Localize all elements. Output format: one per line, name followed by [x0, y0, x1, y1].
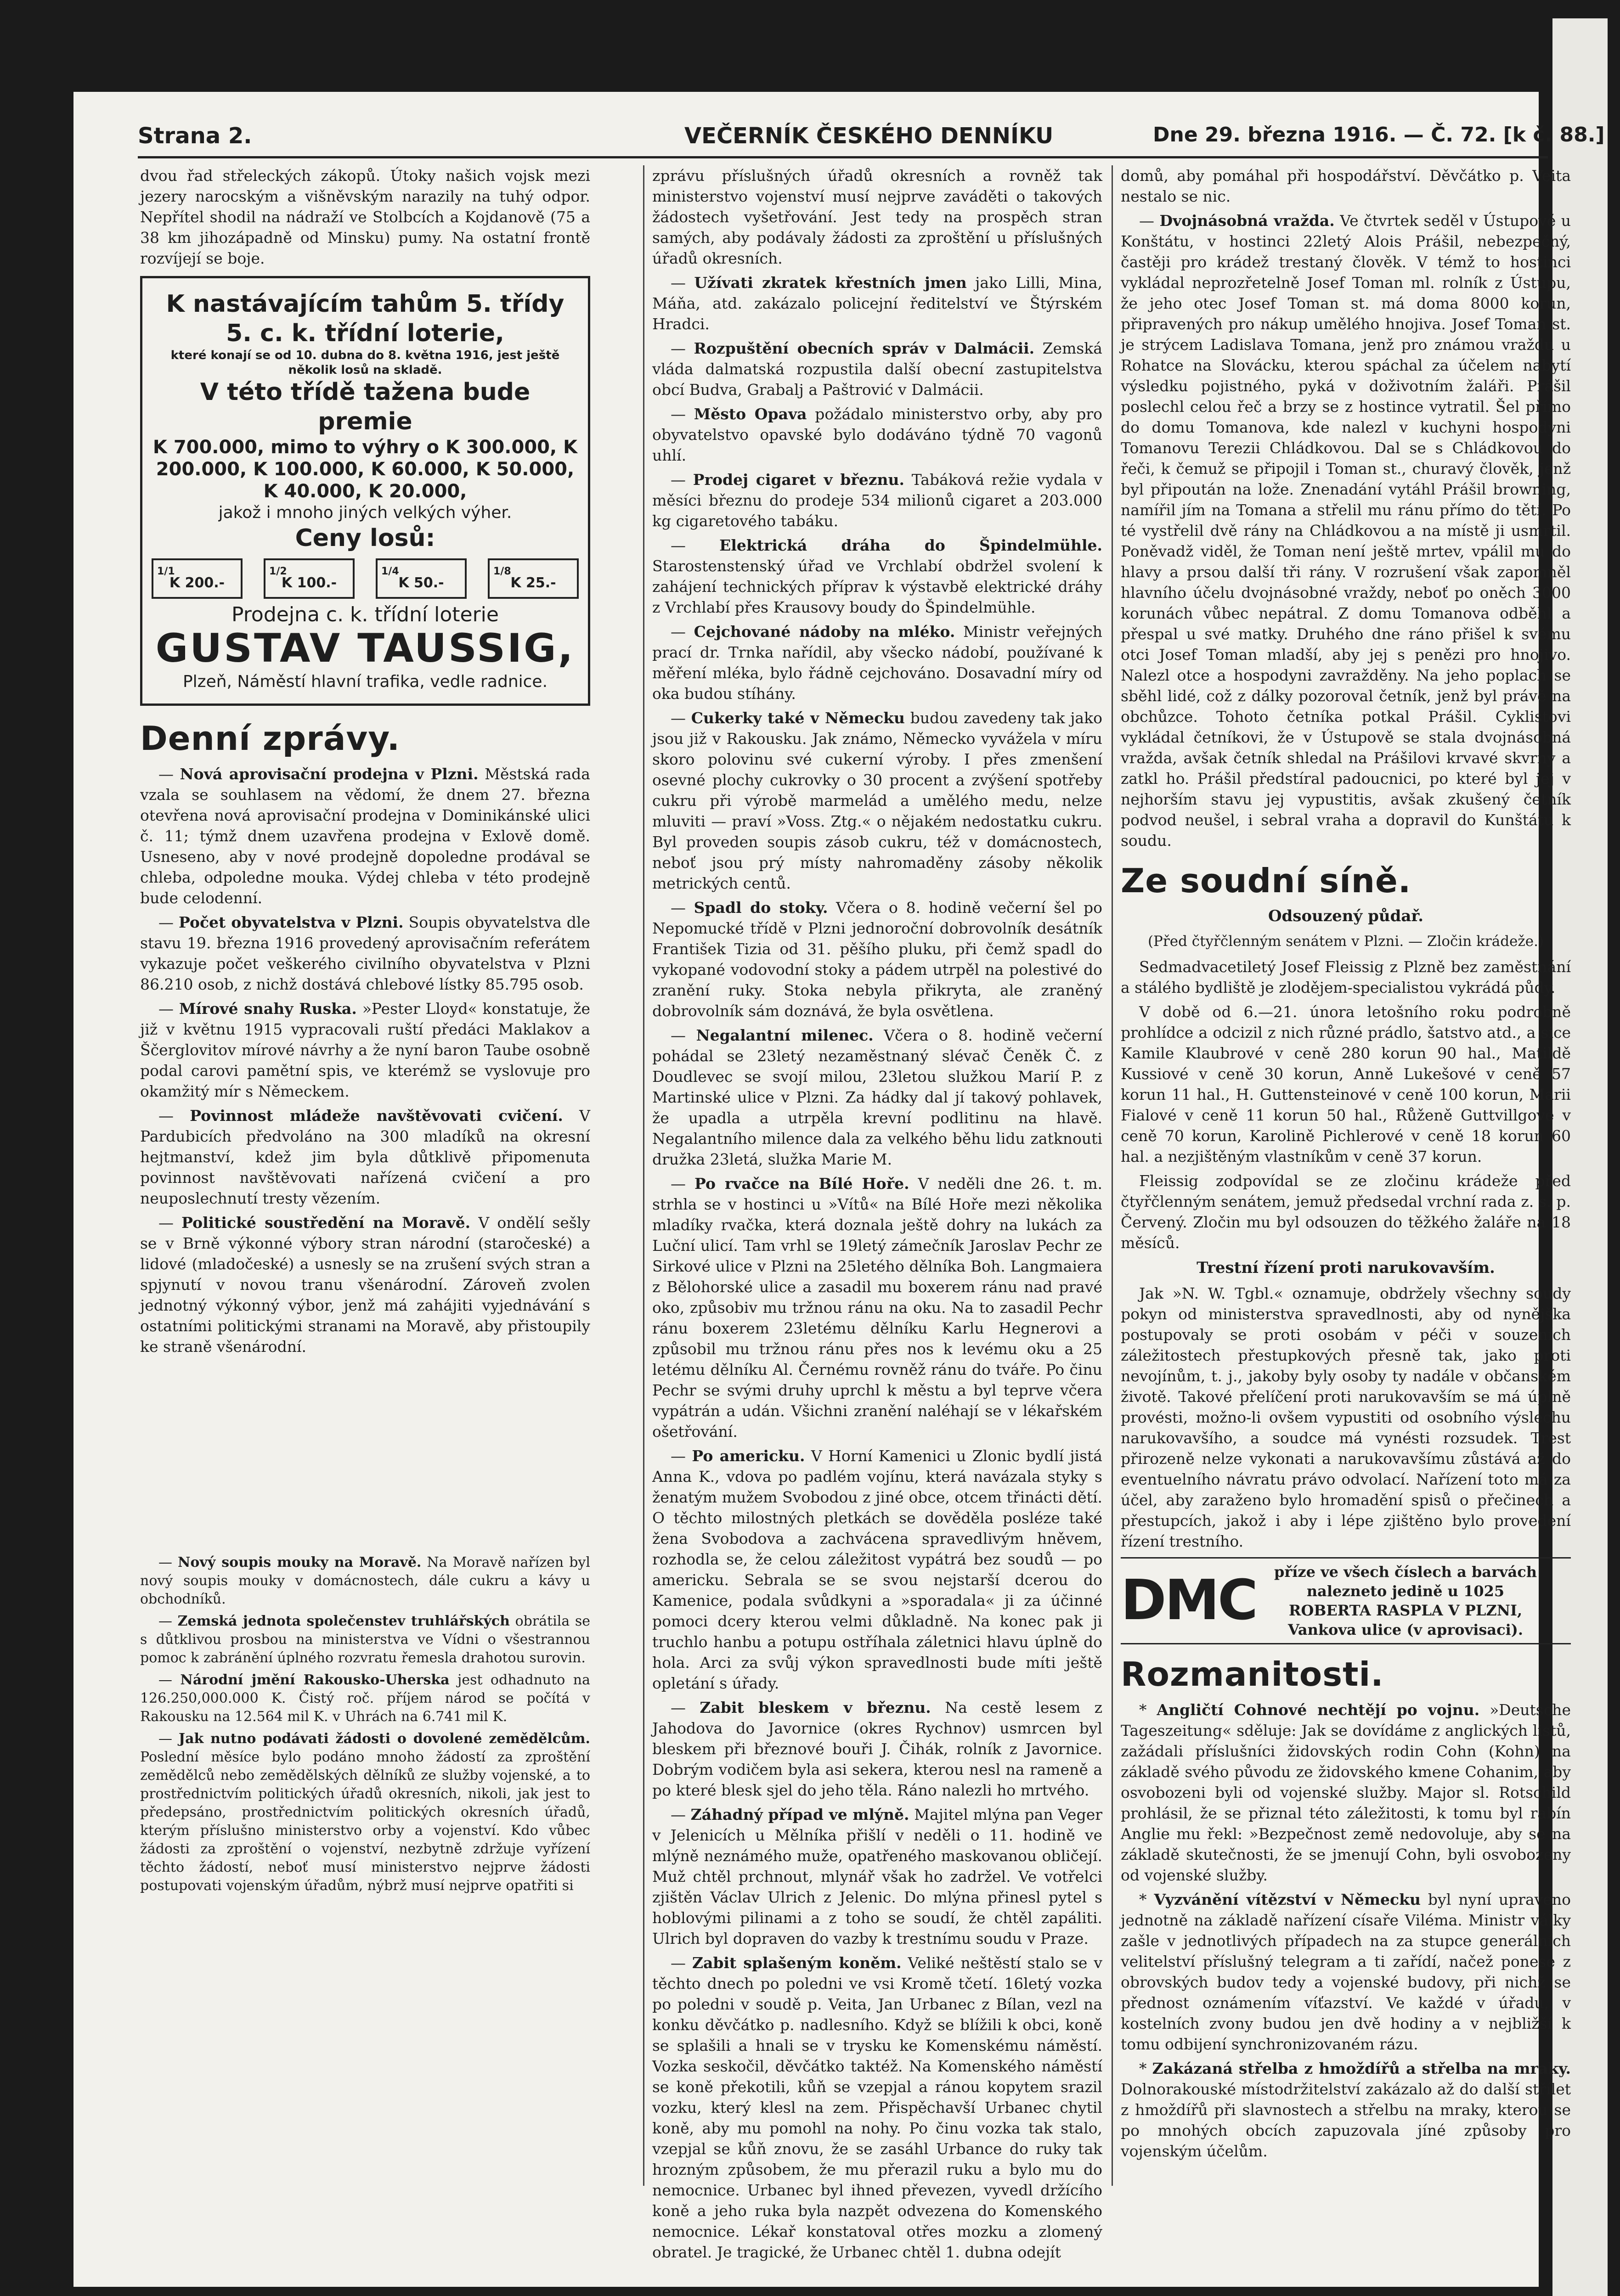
news-small-block [140, 1553, 590, 1895]
news-item: — Po americku. V Horní Kamenici u Zlonic bydlí jistá Anna K., vdova po padlém vojínu, která navázala styky s ženatým mužem Svobodou z jiné obce, otcem třinácti dětí. O těchto milostných pletkách se dověděla posléze také žena Svobodova a zachvácena spravedlivým hněvem, rozhodla se, že celou záležitost vypátrá bez soudů — po americku. Sebrala se se svou nejstarší dcerou do Kamenice, podala svůdkyni a »sporadala« ji za účinné pomoci dcery kterou velmi důkladně. Na konec pak ji truchlo hanbu a potupu ostříhala záletnici hlavu úplně do hola. Arci za svůj výkon spravedlnosti bude míti ještě opletání s úřady. [652, 1447, 1102, 1692]
news-item: — Dvojnásobná vražda. Ve čtvrtek seděl v Ústupově u Konštátu, v hostinci 22letý Alois Prášil, nebezpečný, častěji pro krádež trestaný člověk. V témž to hostinci vykládal neprozřetelně Josef Toman ml. rolník z Ústupu, že jeho otec Josef Toman st. má doma 8000 korun, připravených pro nákup umělého hnojiva. Josef Toman st. je strýcem Ladislava Tomana, jenž pro známou vraždu u Rohatce na Slovácku, kterou spáchal za účelem nabytí výsledku pojistného, pyká v doživotním žaláři. Prášil poslechl celou řeč a brzy se z hostince vytratil. Šel přímo do domu Tomanova, kde nalezl v kuchyni hospodyni Tomanovu Terezii Chládkovou. Dal se s Chládkovou do řeči, k čemuž se připojil i Toman st., churavý člověk, jenž byl připoután na lože. Znenadání vytáhl Prášil browning, namířil jím na Tomana a střelil mu ránu přímo do tětí. Po té vystřelil dvě rány na Chládkovou a na místě ji usmrtil. Poněvadž viděl, že Toman není ještě mrtev, vpálil mu do hlavy a prsou další tři rány. V rozrušení však zapomněl hlavního účelu dvojnásobné vraždy, neboť po oněch 3000 korunách vůbec nepátral. Z domu Tomanova odběhl a přespal u své matky. Druhého dne ráno přišel k svému otci Josef Toman mladší, aby jej s penězi pro hnojivo. Nalezl otce a hospodyni zavražděny. Na jeho poplach se sběhl lidé, což z dálky pozoroval četník, jenž byl právě na obchůzce. Tohoto četníka potkal Prášil. Cyklistovi vykládal četníkovi, že v Ústupově se stala dvojnásobná vražda, avšak četník shledal na Prášilovi krvavé skvrny a zatkl ho. Prášil předstíral padoucnici, po které byl jej v nejhorším stavu jej vypustitis, avšak zkušený četník podvod neušel, i sebral vraha a dopravil do Kunštátu k soudu. [1121, 212, 1571, 850]
article-continuation: domů, aby pomáhal při hospodářství. Děvčátko p. Veita nestalo se nic. [1121, 167, 1571, 205]
news-item: — Politické soustředění na Moravě. V ondělí sešly se v Brně výkonné výbory stran národní (staročeské) a lidové (mladočeské) a usnesly se na zrušení svých stran a spjynutí v novou tranu všenárodní. Zároveň zvolen jednotný výkonný výbor, jenž má zahájiti vyjednávání s ostatními politickými stranami na Moravě, aby přistoupily ke straně všenárodní. [140, 1214, 590, 1356]
article-continuation: dvou řad střeleckých zákopů. Útoky našich vojsk mezi jezery narocským a višněvským narazily na tuhý odpor. Nepřítel shodil na nádraží ve Stolbcích a Kojdanově (75 a 38 km jihozápadně od Minsku) pumy. Na ostatní frontě rozvíjejí se boje. [140, 167, 590, 267]
news-item: * Vyzvánění vítězství v Německu byl nyní upraveno jednotně na základě nařízení císaře Viléma. Ministr války zašle v jednotlivých případech na za stupce generálních velitelství příslušný telegram a ti zařídí, načež ponese z obrovských budov tedy a vojenské budovy, při nichž se přednost oznámením víťazství. Ve každé v úřadu, v kostelních zvony budou jen dvě hodiny a v nejbližší k tomu odbijení synchronizovaném rázu. [1121, 1891, 1571, 2053]
news-text: budou zavedeny tak jako jsou již v Rakousku. Jak známo, Německo vyvážela v míru skoro polovinu své cukerní výroby. I přes zmenšení osevné plochy cukrovky o 30 procent a zvýšení spotřeby cukru při výrobě marmelád a umělého medu, nelze mluviti — praví »Voss. Ztg.« o nějakém nedostatku cukru. Byl proveden soupis zásob cukru, též v domácnostech, neboť jsou prý místy nahromaděny zásoby několik metrických centů. [652, 709, 1102, 892]
column-middle [652, 165, 1103, 2261]
news-text: Ve čtvrtek seděl v Ústupově u Konštátu, v hostinci 22letý Alois Prášil, nebezpečný, častěji pro krádež trestaný člověk. V témž to hostinci vykládal neprozřetelně Josef Toman ml. rolník z Ústupu, že jeho otec Josef Toman st. má doma 8000 korun, připravených pro nákup umělého hnojiva. Josef Toman st. je strýcem Ladislava Tomana, jenž pro známou vraždu u Rohatce na Slovácku, kterou spáchal za účelem nabytí výsledku pojistného, pyká v doživotním žaláři. Prášil poslechl celou řeč a brzy se z hostince vytratil. Šel přímo do domu Tomanova, kde nalezl v kuchyni hospodyni Tomanovu Terezii Chládkovou. Dal se s Chládkovou do řeči, k čemuž se připojil i Toman st., churavý člověk, jenž byl připoután na lože. Znenadání vytáhl Prášil browning, namířil jím na Tomana a střelil mu ránu přímo do tětí. Po té vystřelil dvě rány na Chládkovou a na místě ji usmrtil. Poněvadž viděl, že Toman není ještě mrtev, vpálil mu do hlavy a prsou další tři rány. V rozrušení však zapomněl hlavního účelu dvojnásobné vraždy, neboť po oněch 3000 korunách vůbec nepátral. Z domu Tomanova odběhl a přespal u své matky. Druhého dne ráno přišel k svému otci Josef Toman mladší, aby jej s penězi pro hnojivo. Nalezl otce a hospodyni zavražděny. Na jeho poplach se sběhl lidé, což z dálky pozoroval četník, jenž byl právě na obchůzce. Tohoto četníka potkal Prášil. Cyklistovi vykládal četníkovi, že v Ústupově se stala dvojnásobná vražda, avšak četník shledal na Prášilovi krvavé skvrny a zatkl ho. Prášil předstíral padoucnici, po které byl jej v nejhorším stavu jej vypustitis, avšak zkušený četník podvod neušel, i sebral vraha a dopravil do Kunštátu k soudu. [1121, 212, 1571, 850]
trial-paragraph: Jak »N. W. Tgbl.« oznamuje, obdržely všechny soudy pokyn od ministerstva spravedlnosti, aby od nynějška postupovaly se proti osobám v péči v souzeních záležitostech přestupkových přesně tak, jako proti nevojínům, t. j., jakoby byly osoby ty nadále v občanském životě. Takové přelíčení proti narukovavším se má úplně provésti, možno-li ovšem vypustiti od osobního výslechu narukovavšího, a soudce má vynésti rozsudek. Trest přirozeně nelze vykonati a narukovavšímu zůstává až do eventuelního návratu právo odvolací. Nařízení toto má za účel, aby zaraženo bylo hromadění spisů o přečinech a přestupcích, jakož i aby i lépe zjištěno bylo provedení řízení trestního. [1121, 1284, 1571, 1550]
column-divider [643, 165, 644, 2186]
news-item: — Prodej cigaret v březnu. Tabáková režie vydala v měsíci březnu do prodeje 534 milionů cigaret a 203.000 kg cigaretového tabáku. [652, 471, 1102, 530]
news-headline: Elektrická dráha do Špindelmühle. [719, 536, 1102, 554]
ad-prizes: K 700.000, mimo to výhry o K 300.000, K 200.000, K 100.000, K 60.000, K 50.000, K 40.000, K 20.000, [152, 437, 578, 502]
news-text: Zemská vláda dalmatská rozpustila další obecní zastupitelstva obcí Budva, Grabalj a Paštrović v Dalmácii. [652, 339, 1102, 399]
news-item: — Zabit splašeným koněm. Veliké neštěstí stalo se v těchto dnech po poledni ve vsi Kromě tčetí. 16letý vozka po poledni v soudě p. Veita, Jan Urbanec z Bílan, vezl na konku děvčátko p. nadlesního. Když se blížili k obci, koně se splašili a hnali se v trysku ke Komenskému náměstí. Vozka seskočil, děvčátko taktéž. Na Komenského náměstí se koně překotili, kůň se vzepjal a ránou kopytem srazil vozku, který klesl na zem. Přispěchavší Urbanec chytil koně, aby mu pomohl na nohy. Po činu vozka tak stalo, vzepjal se kůň znovu, že se zasáhl Urbance do ruky tak hrozným způsobem, že mu přerazil ruku a bylo mu do nemocnice. Urbanec byl ihned převezen, vyvedl držícího koně a jeho ruka byla nazpět odvezena do Komenského nemocnice. Lékař konstatoval otřes mozku a zlomený obratel. Je tragické, že Urbanec chtěl 1. dubna odejít [652, 1954, 1102, 2261]
news-headline: Záhadný případ ve mlýně. [690, 1806, 909, 1823]
news-text: obrátila se s důtklivou prosbou na ministerstva ve Vídni o všestrannou pomoc k zabránění úplného rozvratu řemesla drahotou surovin. [140, 1613, 590, 1666]
issue-date: Dne 29. března 1916. — Č. 72. [k č. 88.] [1153, 123, 1605, 146]
court-headline: Odsouzený půdař. [1268, 907, 1424, 925]
news-headline: Cukerky také v Německu [691, 709, 905, 727]
news-text: Poslední měsíce bylo podáno mnoho žádostí za zproštění zemědělců nebo zemědělských dělníků ze služby vojenské, a to prostřednictvím politických úřadů okresních, nikoli, jak jest to předepsáno, prostřednictvím politických okresních úřadů, kterým příslušno ministerstvo orby a vojenství. Kdo vůbec žádosti za zproštění o vojenství, nezbytně zdržuje vyřízení těchto žádostí, neboť musí ministerstvo nejprve žádosti postupovati vojenským úřadům, nýbrž musí nejprve opatřiti si [140, 1749, 590, 1894]
news-item: — Negalantní milenec. Včera o 8. hodině večerní pohádal se 23letý nezaměstnaný slévač Čeněk Č. z Doudlevec se svojí milou, 23letou služkou Marií P. z Martinské ulice v Plzni. Za hádky dal jí takový pohlavek, že upadla a utrpěla krevní podlitinu na hlavě. Negalantního milence dala za velkého běhu lidu zatknouti družka 23letá, služka Marie M. [652, 1026, 1103, 1168]
news-item: — Elektrická dráha do Špindelmühle. Starostenstenský úřad ve Vrchlabí obdržel svolení k zahájení technických příprav k výstavbě elektrické dráhy z Vrchlabí přes Krausovy boudy do Špindelmühle. [652, 536, 1102, 616]
news-item: — Spadl do stoky. Včera o 8. hodině večerní šel po Nepomucké třídě v Plzni jednoroční dobrovolník desátník František Tizia od 31. pěšího pluku, při čemž spadl do vykopané vodovodní stoky a pádem utrpěl na polestivé do zranění ruky. Stoka nebyla přikryta, ale zraněný dobrovolník sám doznává, že byla osvětlena. [652, 899, 1102, 1020]
court-paragraph: Sedmadvacetiletý Josef Fleissig z Plzně bez zaměstnání a stálého bydliště je zlodějem-specialistou vykrádá půdy. [1121, 958, 1571, 996]
ticket-price-box [152, 558, 243, 599]
news-headline: Užívati zkratek křestních jmen [694, 274, 967, 292]
news-text: požádalo ministerstvo orby, aby pro obyvatelstvo opavské bylo dodáváno týdně 70 vagonů uhlí. [652, 405, 1102, 464]
section-title: Denní zprávy. [140, 719, 401, 758]
ad-shop-address: Plzeň, Náměstí hlavní trafika, vedle radnice. [182, 672, 548, 691]
news-text: V ondělí sešly se v Brně výkonné výbory stran národní (staročeské) a lidové (mladočeské) a usnesly se na zrušení svých stran a spjynutí v novou tranu všenárodní. Zároveň zvolen jednotný výkonný výbor, jenž má zahájiti vyjednávání s ostatními politickými stranami na Moravě, aby přistoupily ke straně všenárodní. [140, 1214, 590, 1356]
news-item: — Cukerky také v Německu budou zavedeny tak jako jsou již v Rakousku. Jak známo, Německo vyvážela v míru skoro polovinu své cukerní výroby. I přes zmenšení osevné plochy cukrovky o 30 procent a zvýšení spotřeby cukru při výrobě marmelád a umělého medu, nelze mluviti — praví »Voss. Ztg.« o nějakém nedostatku cukru. Byl proveden soupis zásob cukru, též v domácnostech, neboť jsou prý místy nahromaděny zásoby několik metrických centů. [652, 709, 1102, 892]
blank-space [140, 1361, 590, 1553]
court-paragraph: Fleissig zodpovídal se ze zločinu krádeže před čtyřčlenným senátem, jemuž předsedal vrchní rada z. s. p. Červený. Zločin mu byl odsouzen do těžkého žaláře na 18 měsíců. [1121, 1172, 1571, 1252]
dmc-text [1240, 1562, 1571, 1639]
ad-shop-line: Prodejna c. k. třídní loterie [231, 603, 499, 626]
ad-prices-title: Ceny losů: [295, 524, 435, 552]
news-text: Městská rada vzala se souhlasem na vědomí, že dnem 27. března otevřena nová aprovisační prodejna v Dominikánské ulici č. 11; týmž dnem uzavřena prodejna v Exlově domě. Usneseno, aby v nové prodejně dopoledne prodával se chleba, odpoledne mouka. Výdej chleba v této prodejně bude celodenní. [140, 765, 590, 907]
news-item: — Nový soupis mouky na Moravě. Na Moravě nařízen byl nový soupis mouky v domácnostech, dále cukru a kávy u obchodníků. [140, 1554, 590, 1607]
news-text: Včera o 8. hodině večerní pohádal se 23letý nezaměstnaný slévač Čeněk Č. z Doudlevec se svojí milou, 23letou služkou Marií P. z Martinské ulice v Plzni. Za hádky dal jí takový pohlavek, že upadla a utrpěla krevní podlitinu na hlavě. Negalantního milence dala za velkého běhu lidu zatknouti družka 23letá, služka Marie M. [652, 1026, 1103, 1168]
court-paragraph: V době od 6.—21. února letošního roku podrobně prohlídce a odcizil z nich různé prádlo, šatstvo atd., a sice Kamile Klaubrové v ceně 280 korun 90 hal., Matildě Kussiové v ceně 30 korun, Anně Lukešové v ceně 57 korun 11 hal., H. Guttensteinové v ceně 100 korun, Marii Fialové v ceně 11 korun 50 hal., Růženě Guttvillgové v ceně 70 korun, Karolině Pichlerové v ceně 18 korun 60 hal. a nezjištěným vlastníkům v ceně 37 korun. [1121, 1003, 1571, 1165]
trial-headline: Trestní řízení proti narukovavším. [1197, 1259, 1495, 1277]
news-headline: Cejchované nádoby na mléko. [694, 623, 955, 641]
news-text: jako Lilli, Mina, Máňa, atd. zakázalo policejní ředitelství ve Štýrském Hradci. [652, 274, 1102, 333]
news-text: Na Moravě nařízen byl nový soupis mouky v domácnostech, dále cukru a kávy u obchodníků. [140, 1554, 590, 1607]
news-headline: Počet obyvatelstva v Plzni. [179, 913, 404, 931]
news-text: Včera o 8. hodině večerní šel po Nepomucké třídě v Plzni jednoroční dobrovolník desátník František Tizia od 31. pěšího pluku, při čemž spadl do vykopané vodovodní stoky a pádem utrpěl na polestivé do zranění ruky. Stoka nebyla přikryta, ale zraněný dobrovolník sám doznává, že byla osvětlena. [652, 899, 1102, 1020]
news-text: Tabáková režie vydala v měsíci březnu do prodeje 534 milionů cigaret a 203.000 kg cigaretového tabáku. [652, 471, 1102, 530]
news-text: V Horní Kamenici u Zlonic bydlí jistá Anna K., vdova po padlém vojínu, která navázala styky s ženatým mužem Svobodou z jiné obce, otcem třinácti dětí. O těchto milostných pletkách se dověděla posléze také žena Svobodova a zachvácena spravedlivým hněvem, rozhodla se, že celou záležitost vypátrá bez soudů — po americku. Sebrala se se svou nejstarší dcerou do Kamenice, podala svůdkyni a »sporadala« ji za účinné pomoci dcery kterou velmi důkladně. Na konec pak ji truchlo hanbu a potupu ostříhala záletnici hlavu úplně do hola. Arci za svůj výkon spravedlnosti bude míti ještě opletání s úřady. [652, 1447, 1102, 1692]
news-headline: Zabit bleskem v březnu. [700, 1699, 931, 1716]
news-item: — Po rvačce na Bílé Hoře. V neděli dne 26. t. m. strhla se v hostinci u »Vítů« na Bílé Hoře mezi několika mladíky rvačka, která doznala ještě dohry na lukách za Luční ulicí. Tam vrhl se 19letý zámečník Jaroslav Pechr ze Sirkové ulice v Plzni na 25letého dělníka Boh. Langmaiera z Bělohorské ulice a zasadil mu boxerem ránu nad pravé oko, způsobiv mu tržnou ránu na oku. Na to zasadil Pechr ránu boxerem 23letému dělníku Karlu Hegnerovi a způsobil mu tržnou ránu přes nos k levému oku a 25 letému dělníku Al. Černému rovněž ránu do tváře. Po činu Pechr se svými druhy uprchl k městu a byl teprve včera vypátrán a udán. Všichni zranění naléhají se v lékařském ošetřování. [652, 1175, 1103, 1441]
article-continuation: zprávu příslušných úřadů okresních a rovněž tak ministerstvo vojenství musí nejprve zaváděti o takových žádostech vyšetřování. Jest tedy na prospěch stran samých, aby podávaly žádosti za zproštění u příslušných úřadů okresních. [652, 167, 1102, 267]
news-item: — Užívati zkratek křestních jmen jako Lilli, Mina, Máňa, atd. zakázalo policejní ředitelství ve Štýrském Hradci. [652, 274, 1102, 333]
ticket-fraction: 1/2 [269, 566, 287, 577]
ticket-price: K 25.- [510, 575, 556, 591]
news-headline: Zabit splašeným koněm. [692, 1954, 902, 1972]
ad-subheadline: 5. c. k. třídní loterie, [226, 320, 504, 347]
header-rule [138, 156, 1548, 158]
news-headline: Město Opava [694, 405, 807, 423]
news-item: — Povinnost mládeže navštěvovati cvičení. V Pardubicích předvoláno na 300 mladíků na okresní hejtmanství, kdež jim byla důtklivě připomenuta povinnost navštěvovati nařízená cvičení a pro neuposlechnutí tresty vězením. [140, 1107, 590, 1207]
news-text: Dolnorakouské místodržitelství zakázalo až do další střílet z hmoždířů při slavnostech a střelbu na mraky, kterou se po mnohých obcích zapuzovala jíné způsoby pro vojenským účelům. [1121, 2080, 1571, 2160]
lottery-advertisement [140, 276, 590, 706]
news-item: — Mírové snahy Ruska. »Pester Lloyd« konstatuje, že již v květnu 1915 vypracovali ruští předáci Maklakov a Ščerglovitov mírové návrhy a že nyní baron Taube osobně podal carovi pamětní spis, ve kterémž se vyslovuje pro okamžitý mír s Německem. [140, 1000, 591, 1100]
news-headline: Národní jmění Rakousko-Uherska [180, 1672, 450, 1688]
column-left [140, 165, 590, 2195]
news-headline: Povinnost mládeže navštěvovati cvičení. [190, 1107, 563, 1125]
news-text: Veliké neštěstí stalo se v těchto dnech po poledni ve vsi Kromě tčetí. 16letý vozka po poledni v soudě p. Veita, Jan Urbanec z Bílan, vezl na konku děvčátko p. nadlesního. Když se blížili k obci, koně se splašili a hnali se v trysku ke Komenskému náměstí. Vozka seskočil, děvčátko taktéž. Na Komenského náměstí se koně překotili, kůň se vzepjal a ránou kopytem srazil vozku, který klesl na zem. Přispěchavší Urbanec chytil koně, aby mu pomohl na nohy. Po činu vozka tak stalo, vzepjal se kůň znovu, že se zasáhl Urbance do ruky tak hrozným způsobem, že mu přerazil ruku a bylo mu do nemocnice. Urbanec byl ihned převezen, vyvedl držícího koně a jeho ruka byla nazpět odvezena do Komenského nemocnice. Lékař konstatoval otřes mozku a zlomený obratel. Je tragické, že Urbanec chtěl 1. dubna odejít [652, 1954, 1102, 2261]
news-headline: Rozpuštění obecních správ v Dalmácii. [694, 339, 1035, 357]
newspaper-title: VEČERNÍK ČESKÉHO DENNÍKU [684, 123, 1054, 149]
news-headline: Nová aprovisační prodejna v Plzni. [180, 765, 479, 783]
news-item: — Nová aprovisační prodejna v Plzni. Městská rada vzala se souhlasem na vědomí, že dnem 27. března otevřena nová aprovisační prodejna v Dominikánské ulici č. 11; týmž dnem uzavřena prodejna v Exlově domě. Usneseno, aby v nové prodejně dopoledne prodával se chleba, odpoledne mouka. Výdej chleba v této prodejně bude celodenní. [140, 765, 590, 907]
news-headline: Politické soustředění na Moravě. [181, 1214, 471, 1232]
news-text: V Pardubicích předvoláno na 300 mladíků na okresní hejtmanství, kdež jim byla důtklivě připomenuta povinnost navštěvovati nařízená cvičení a pro neuposlechnutí tresty vězením. [140, 1107, 590, 1207]
column-right [1121, 165, 1571, 2195]
news-text: Na cestě lesem z Jahodova do Javornice (okres Rychnov) usmrcen byl bleskem při březnové bouři J. Čihák, rolník z Javornice. Dobrým vodičem byla asi sekera, kterou nesl na rameně a po které blesk sjel do jeho těla. Ráno nalezli ho mrtvého. [652, 1699, 1102, 1799]
news-item: — Počet obyvatelstva v Plzni. Soupis obyvatelstva dle stavu 19. března 1916 provedený aprovisačním referátem vykazuje počet veškerého civilního obyvatelstva v Plzni 86.210 osob, z nichž dostává chlebové lístky 85.795 osob. [140, 913, 590, 993]
dmc-line: příze ve všech číslech a barvách [1274, 1563, 1537, 1581]
news-text: »Deutsche Tageszeitung« sděluje: Jak se dovídáme z anglických listů, zažádali příslušníci židovských rodin Cohn (Kohn) na základě svého původu ze židovského kmene Cohanim, aby osvobozeni byli od vojenské služby. Major sl. Rotschild prohlásil, že se přiznal této záležitosti, k tomu byl rabín Anglie mu řekl: »Bezpečnost země nedovoluje, aby se na základě skutečnosti, že se jmenují Cohn, byli osvobozeny od vojenské služby. [1121, 1701, 1571, 1884]
news-headline: Vyzvánění vítězství v Německu [1154, 1891, 1421, 1908]
dmc-line: nalezneto jedině u 1025 [1306, 1582, 1505, 1600]
news-item: — Zemská jednota společenstev truhlářských obrátila se s důtklivou prosbou na ministerstva ve Vídni o všestrannou pomoc k zabránění úplného rozvratu řemesla drahotou surovin. [140, 1613, 590, 1666]
column-divider [1112, 165, 1113, 2186]
news-headline: Dvojnásobná vražda. [1159, 212, 1335, 230]
ad-dates: které konají se od 10. dubna do 8. května 1916, jest ještě několik losů na skladě. [170, 349, 560, 377]
news-item: — Rozpuštění obecních správ v Dalmácii. Zemská vláda dalmatská rozpustila další obecní zastupitelstva obcí Budva, Grabalj a Paštrović v Dalmácii. [652, 339, 1102, 399]
news-item: — Cejchované nádoby na mléko. Ministr veřejných prací dr. Trnka nařídil, aby všecko nádobí, používané k měření mléka, bylo řádně cejchováno. Dosavadní míry od oka budou stíhány. [652, 623, 1102, 703]
dmc-advertisement [1121, 1557, 1571, 1644]
news-text: Ministr veřejných prací dr. Trnka nařídil, aby všecko nádobí, používané k měření mléka, bylo řádně cejchováno. Dosavadní míry od oka budou stíhány. [652, 623, 1102, 703]
news-text: Majitel mlýna pan Veger v Jelenicích u Mělníka přišlí v neděli o 11. hodině ve mlýně neznámého muže, opatřeného maskovanou obličejí. Muž chtěl prchnout, mlynář však ho zadržel. Ve votřelci zjištěn Václav Ulrich z Jelenic. Do mlýna přinesl pytel s hoblovými pilinami a z toho se soudí, že chtěl zapáliti. Ulrich byl dopraven do vazby k trestnímu soudu v Praze. [652, 1806, 1103, 1947]
dmc-line: Vankova ulice (v aprovisaci). [1287, 1621, 1524, 1638]
news-text: Starostenstenský úřad ve Vrchlabí obdržel svolení k zahájení technických příprav k výstavbě elektrické dráhy z Vrchlabí přes Krausovy boudy do Špindelmühle. [652, 557, 1102, 616]
news-item: — Jak nutno podávati žádosti o dovolené zemědělcům. Poslední měsíce bylo podáno mnoho žádostí za zproštění zemědělců nebo zemědělských dělníků ze služby vojenské, a to prostřednictvím politických úřadů okresních, nikoli, jak jest to předepsáno, prostřednictvím politických okresních úřadů, kterým příslušno ministerstvo orby a vojenství. Kdo vůbec žádosti za zproštění o vojenství, nezbytně zdržuje vyřízení těchto žádostí, neboť musí ministerstvo nejprve žádosti postupovati vojenským úřadům, nýbrž musí nejprve opatřiti si [140, 1731, 590, 1894]
news-headline: Jak nutno podávati žádosti o dovolené zemědělcům. [178, 1731, 590, 1747]
news-headline: Zakázaná střelba z hmoždířů a střelba na mraky. [1152, 2060, 1571, 2077]
news-headline: Po americku. [692, 1447, 805, 1465]
news-text: Soupis obyvatelstva dle stavu 19. března 1916 provedený aprovisačním referátem vykazuje počet veškerého civilního obyvatelstva v Plzni 86.210 osob, z nichž dostává chlebové lístky 85.795 osob. [140, 913, 590, 993]
news-headline: Zemská jednota společenstev truhlářských [177, 1613, 510, 1629]
news-headline: Mírové snahy Ruska. [179, 1000, 357, 1018]
ticket-fraction: 1/4 [381, 566, 399, 577]
news-headline: Po rvačce na Bílé Hoře. [694, 1175, 909, 1193]
news-text: jest odhadnuto na 126.250,000.000 K. Čistý roč. příjem národ se počítá v Rakousku na 12.564 mil K. v Uhrách na 6.741 mil K. [140, 1672, 590, 1725]
dmc-line: ROBERTA RASPLA V PLZNI, [1288, 1602, 1523, 1619]
dmc-logo: DMC [1121, 1569, 1257, 1632]
ticket-fraction: 1/8 [493, 566, 511, 577]
ticket-prices [152, 558, 579, 599]
news-headline: Angličtí Cohnové nechtějí po vojnu. [1157, 1701, 1480, 1719]
ticket-price: K 200.- [169, 575, 225, 591]
ad-headline: K nastávajícím tahům 5. třídy [166, 290, 564, 318]
news-headline: Negalantní milenec. [696, 1026, 874, 1044]
ticket-fraction: 1/1 [157, 566, 175, 577]
news-headline: Prodej cigaret v březnu. [693, 471, 904, 489]
page-number: Strana 2. [138, 123, 252, 149]
section-title: Rozmanitosti. [1121, 1655, 1384, 1694]
ticket-price: K 100.- [281, 575, 337, 591]
page-header [138, 123, 1605, 155]
news-headline: Nový soupis mouky na Moravě. [178, 1554, 422, 1570]
ad-more-prizes: jakož i mnoho jiných velkých výher. [218, 503, 512, 522]
news-item: * Zakázaná střelba z hmoždířů a střelba na mraky. Dolnorakouské místodržitelství zakázalo až do další střílet z hmoždířů při slavnostech a střelbu na mraky, kterou se po mnohých obcích zapuzovala jíné způsoby pro vojenským účelům. [1121, 2060, 1571, 2160]
news-item: — Zabit bleskem v březnu. Na cestě lesem z Jahodova do Javornice (okres Rychnov) usmrcen byl bleskem při březnové bouři J. Čihák, rolník z Javornice. Dobrým vodičem byla asi sekera, kterou nesl na rameně a po které blesk sjel do jeho těla. Ráno nalezli ho mrtvého. [652, 1699, 1102, 1799]
ticket-price-box [264, 558, 355, 599]
news-headline: Spadl do stoky. [694, 899, 828, 917]
ad-premium-title: V této třídě tažena bude premie [200, 378, 531, 435]
news-text: byl nyní upraveno jednotně na základě nařízení císaře Viléma. Ministr války zašle v jednotlivých případech na za stupce generálních velitelství příslušný telegram a ti zařídí, načež ponese z obrovských budov tedy a vojenské budovy, při nichž se přednost oznámením víťazství. Ve každé v úřadu, v kostelních zvony budou jen dvě hodiny a v nejbližší k tomu odbijení synchronizovaném rázu. [1121, 1891, 1571, 2053]
ticket-price: K 50.- [398, 575, 444, 591]
news-text: »Pester Lloyd« konstatuje, že již v květnu 1915 vypracovali ruští předáci Maklakov a Ščerglovitov mírové návrhy a že nyní baron Taube osobně podal carovi pamětní spis, ve kterémž se vyslovuje pro okamžitý mír s Německem. [140, 1000, 591, 1100]
ad-shop-name: GUSTAV TAUSSIG, [155, 625, 575, 671]
ticket-price-box [488, 558, 579, 599]
section-title: Ze soudní síně. [1121, 861, 1411, 900]
news-item: * Angličtí Cohnové nechtějí po vojnu. »Deutsche Tageszeitung« sděluje: Jak se dovídáme z anglických listů, zažádali příslušníci židovských rodin Cohn (Kohn) na základě svého původu ze židovského kmene Cohanim, aby osvobozeni byli od vojenské služby. Major sl. Rotschild prohlásil, že se přiznal této záležitosti, k tomu byl rabín Anglie mu řekl: »Bezpečnost země nedovoluje, aby se na základě skutečnosti, že se jmenují Cohn, byli osvobozeny od vojenské služby. [1121, 1701, 1571, 1884]
news-item: — Město Opava požádalo ministerstvo orby, aby pro obyvatelstvo opavské bylo dodáváno týdně 70 vagonů uhlí. [652, 405, 1102, 464]
news-item: — Národní jmění Rakousko-Uherska jest odhadnuto na 126.250,000.000 K. Čistý roč. příjem národ se počítá v Rakousku na 12.564 mil K. v Uhrách na 6.741 mil K. [140, 1672, 590, 1725]
news-item: — Záhadný případ ve mlýně. Majitel mlýna pan Veger v Jelenicích u Mělníka přišlí v neděli o 11. hodině ve mlýně neznámého muže, opatřeného maskovanou obličejí. Muž chtěl prchnout, mlynář však ho zadržel. Ve votřelci zjištěn Václav Ulrich z Jelenic. Do mlýna přinesl pytel s hoblovými pilinami a z toho se soudí, že chtěl zapáliti. Ulrich byl dopraven do vazby k trestnímu soudu v Praze. [652, 1806, 1103, 1947]
news-text: V neděli dne 26. t. m. strhla se v hostinci u »Vítů« na Bílé Hoře mezi několika mladíky rvačka, která doznala ještě dohry na lukách za Luční ulicí. Tam vrhl se 19letý zámečník Jaroslav Pechr ze Sirkové ulice v Plzni na 25letého dělníka Boh. Langmaiera z Bělohorské ulice a zasadil mu boxerem ránu nad pravé oko, způsobiv mu tržnou ránu na oku. Na to zasadil Pechr ránu boxerem 23letému dělníku Karlu Hegnerovi a způsobil mu tržnou ránu přes nos k levému oku a 25 letému dělníku Al. Černému rovněž ránu do tváře. Po činu Pechr se svými druhy uprchl k městu a byl teprve včera vypátrán a udán. Všichni zranění naléhají se v lékařském ošetřování. [652, 1175, 1103, 1441]
court-note: (Před čtyřčlenným senátem v Plzni. — Zločin krádeže.) [1147, 933, 1544, 950]
ticket-price-box [376, 558, 467, 599]
